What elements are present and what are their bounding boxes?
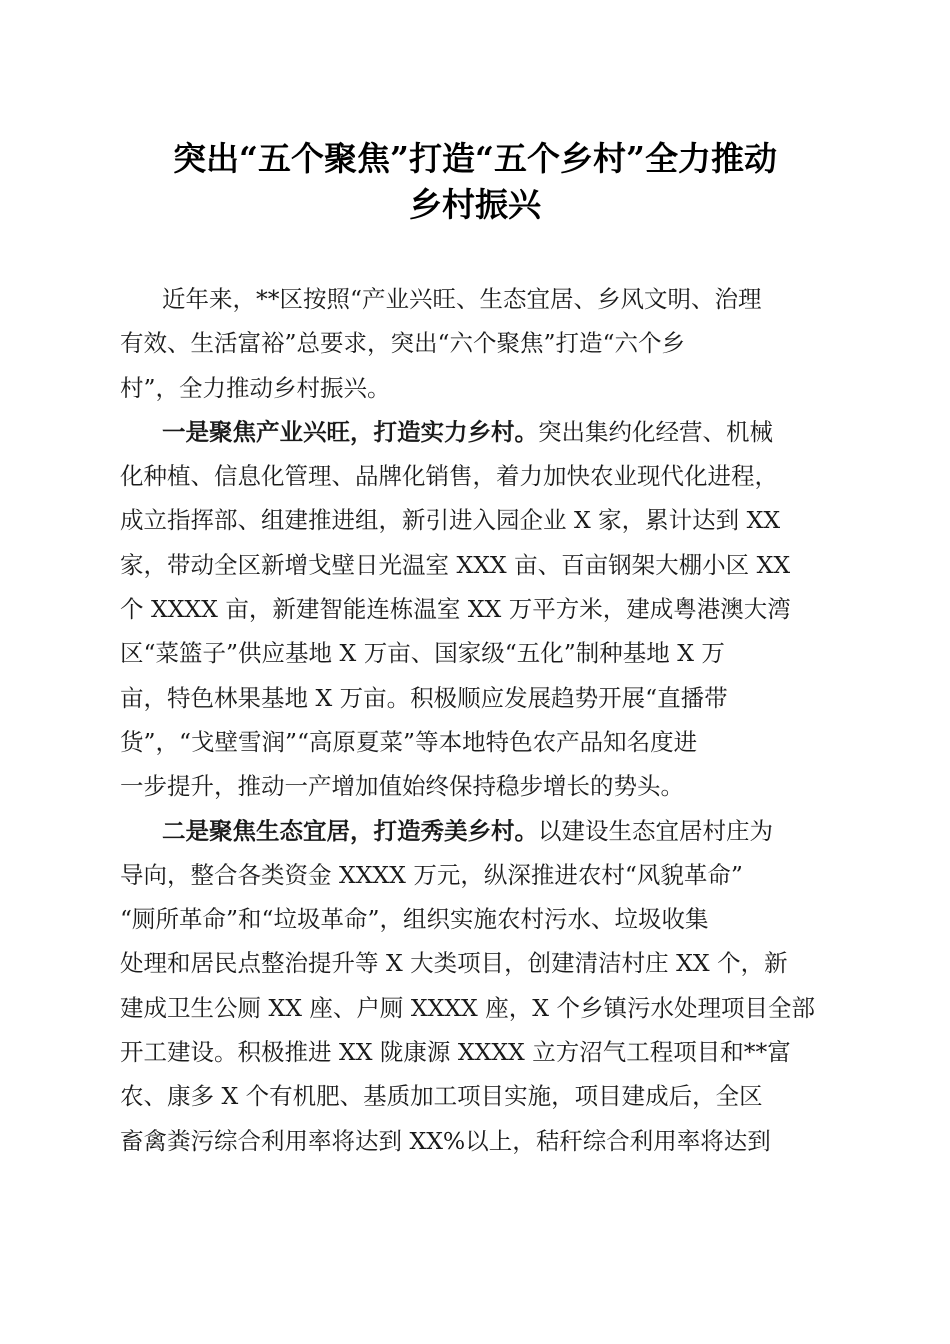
paragraph-ecology-line: [120, 853, 832, 897]
paragraph-intro-line: [120, 366, 832, 410]
text: 开工建设。积极推进 XX 陇康源 XXXX 立方沼气工程项目和**富: [120, 1038, 791, 1067]
text: 个 XXXX 亩，新建智能连栋温室 XX 万平方米，建成粤港澳大湾: [120, 595, 791, 624]
text: 化种植、信息化管理、品牌化销售，着力加快农业现代化进程，: [120, 462, 778, 491]
document-title: [100, 136, 850, 228]
text: 以建设生态宜居村庄为: [538, 816, 773, 845]
text: 家，带动全区新增戈壁日光温室 XXX 亩、百亩钢架大棚小区 XX: [120, 550, 791, 579]
text: 畜禽粪污综合利用率将达到 XX%以上，秸秆综合利用率将达到: [120, 1126, 771, 1155]
text: 突出集约化经营、机械: [538, 417, 773, 446]
title-line-2: 乡村振兴: [409, 185, 541, 224]
text: 导向，整合各类资金 XXXX 万元，纵深推进农村“风貌革命”: [120, 860, 743, 889]
text: 村”，全力推动乡村振兴。: [120, 373, 391, 402]
paragraph-industry-line: [120, 720, 832, 764]
paragraph-ecology-line: [120, 1074, 832, 1118]
paragraph-ecology-line: [120, 1030, 832, 1074]
text: 成立指挥部、组建推进组，新引进入园企业 X 家，累计达到 XX: [120, 506, 781, 535]
paragraph-industry-line: [120, 498, 832, 542]
paragraph-ecology-line: [120, 809, 832, 853]
text: 有效、生活富裕”总要求，突出“六个聚焦”打造“六个乡: [120, 329, 686, 358]
paragraph-intro-line: [120, 277, 832, 321]
text: 处理和居民点整治提升等 X 大类项目，创建清洁村庄 XX 个，新: [120, 949, 788, 978]
paragraph-ecology-line: [120, 941, 832, 985]
paragraph-ecology-line: [120, 1119, 832, 1163]
paragraph-ecology-line: [120, 897, 832, 941]
text: 农、康多 X 个有机肥、基质加工项目实施，项目建成后，全区: [120, 1082, 763, 1111]
paragraph-industry-line: [120, 587, 832, 631]
text: 亩，特色林果基地 X 万亩。积极顺应发展趋势开展“直播带: [120, 683, 728, 712]
paragraph-industry-line: [120, 543, 832, 587]
paragraph-ecology-line: [120, 986, 832, 1030]
text: 近年来，**区按照“产业兴旺、生态宜居、乡风文明、治理: [162, 285, 762, 313]
section-heading-industry: 一是聚焦产业兴旺，打造实力乡村。: [162, 417, 538, 446]
paragraph-industry-line: [120, 631, 832, 675]
text: 货”，“戈壁雪润”“高原夏菜”等本地特色农产品知名度进: [120, 727, 698, 756]
document-body: [120, 277, 832, 1163]
text: 建成卫生公厕 XX 座、户厕 XXXX 座，X 个乡镇污水处理项目全部: [120, 993, 815, 1022]
text: “厕所革命”和“垃圾革命”，组织实施农村污水、垃圾收集: [120, 905, 709, 934]
paragraph-industry-line: [120, 764, 832, 808]
paragraph-intro-line: [120, 321, 832, 365]
paragraph-industry-line: [120, 454, 832, 498]
text: 一步提升，推动一产增加值始终保持稳步增长的势头。: [120, 772, 684, 801]
paragraph-industry-line: [120, 410, 832, 454]
paragraph-industry-line: [120, 676, 832, 720]
title-line-1: 突出“五个聚焦”打造“五个乡村”全力推动: [173, 139, 777, 178]
section-heading-ecology: 二是聚焦生态宜居，打造秀美乡村。: [162, 816, 538, 845]
text: 区“菜篮子”供应基地 X 万亩、国家级“五化”制种基地 X 万: [120, 639, 725, 668]
